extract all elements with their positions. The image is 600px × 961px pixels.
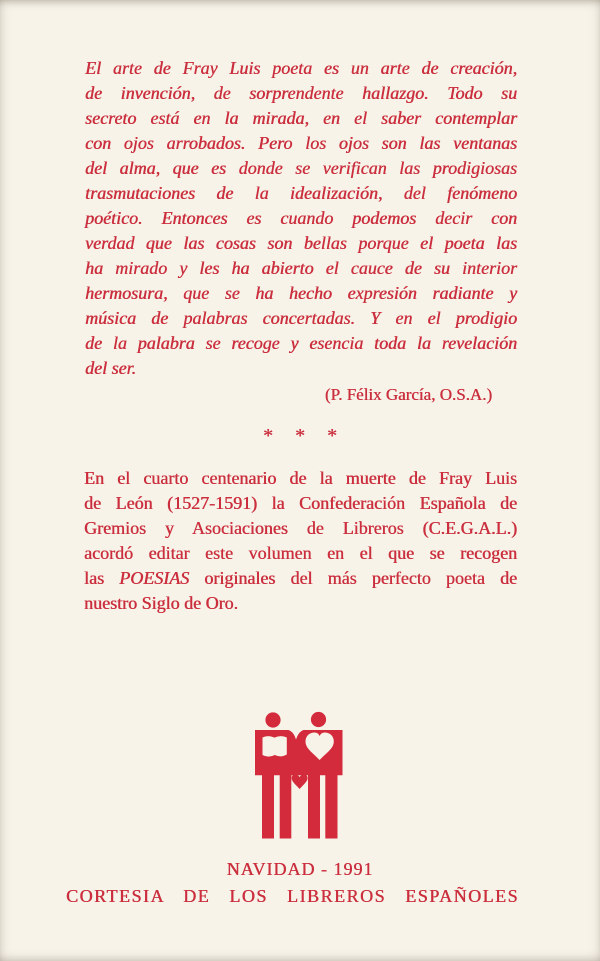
right-figure-head	[311, 712, 326, 727]
quote-line: del ser.	[85, 358, 136, 378]
left-figure-head	[265, 712, 280, 727]
open-book-icon	[263, 736, 287, 757]
quote-line: trasmutaciones de la idealización, del fenómeno	[85, 183, 517, 203]
paragraph-line-poesias	[84, 566, 517, 591]
navidad-year-line: NAVIDAD - 1991	[226, 859, 374, 879]
quote-line: con ojos arrobados. Pero los ojos son las ventanas	[85, 133, 517, 153]
quote-line: de la palabra se recoge y esencia toda la revelación	[85, 333, 517, 353]
paragraph-line: nuestro Siglo de Oro.	[84, 593, 238, 613]
paragraph-line: acordó editar este volumen en el que se recogen	[84, 543, 517, 563]
leg	[280, 775, 292, 839]
quote-line: secreto está en la mirada, en el saber contemplar	[85, 108, 517, 128]
poesias-title-italic: POESIAS	[119, 568, 190, 588]
libreros-emblem-logo	[248, 700, 352, 850]
leg	[325, 775, 337, 839]
poesias-post: originales del más perfecto poeta de	[189, 568, 517, 588]
quote-line: música de palabras concertadas. Y en el prodigio	[85, 308, 517, 328]
quote-line: El arte de Fray Luis poeta es un arte de creación,	[85, 58, 517, 78]
centenary-paragraph	[84, 466, 517, 616]
leg	[308, 775, 320, 839]
quote-line: del alma, que es donde se verifican las prodigiosas	[85, 158, 517, 178]
paragraph-line: Gremios y Asociaciones de Libreros (C.E.G.A.L.)	[84, 518, 517, 538]
asterisk-separator: * * *	[263, 425, 337, 447]
quote-paragraph	[85, 56, 517, 381]
cortesia-line: CORTESIA DE LOS LIBREROS ESPAÑOLES	[66, 886, 519, 906]
leg	[262, 775, 274, 839]
quote-line: ha mirado y les ha abierto el cauce de su interior	[85, 258, 517, 278]
paragraph-line: En el cuarto centenario de la muerte de Fray Luis	[84, 468, 517, 488]
quote-line: hermosura, que se ha hecho expresión radiante y	[85, 283, 517, 303]
quote-line: poético. Entonces es cuando podemos decir con	[85, 208, 517, 228]
poesias-pre: las	[84, 568, 120, 588]
quote-line: de invención, de sorprendente hallazgo. Todo su	[85, 83, 517, 103]
quote-attribution: (P. Félix García, O.S.A.)	[324, 385, 492, 404]
small-heart	[292, 775, 308, 790]
quote-line: verdad que las cosas son bellas porque el poeta las	[85, 233, 517, 253]
paragraph-line: de León (1527-1591) la Confederación Española de	[84, 493, 517, 513]
